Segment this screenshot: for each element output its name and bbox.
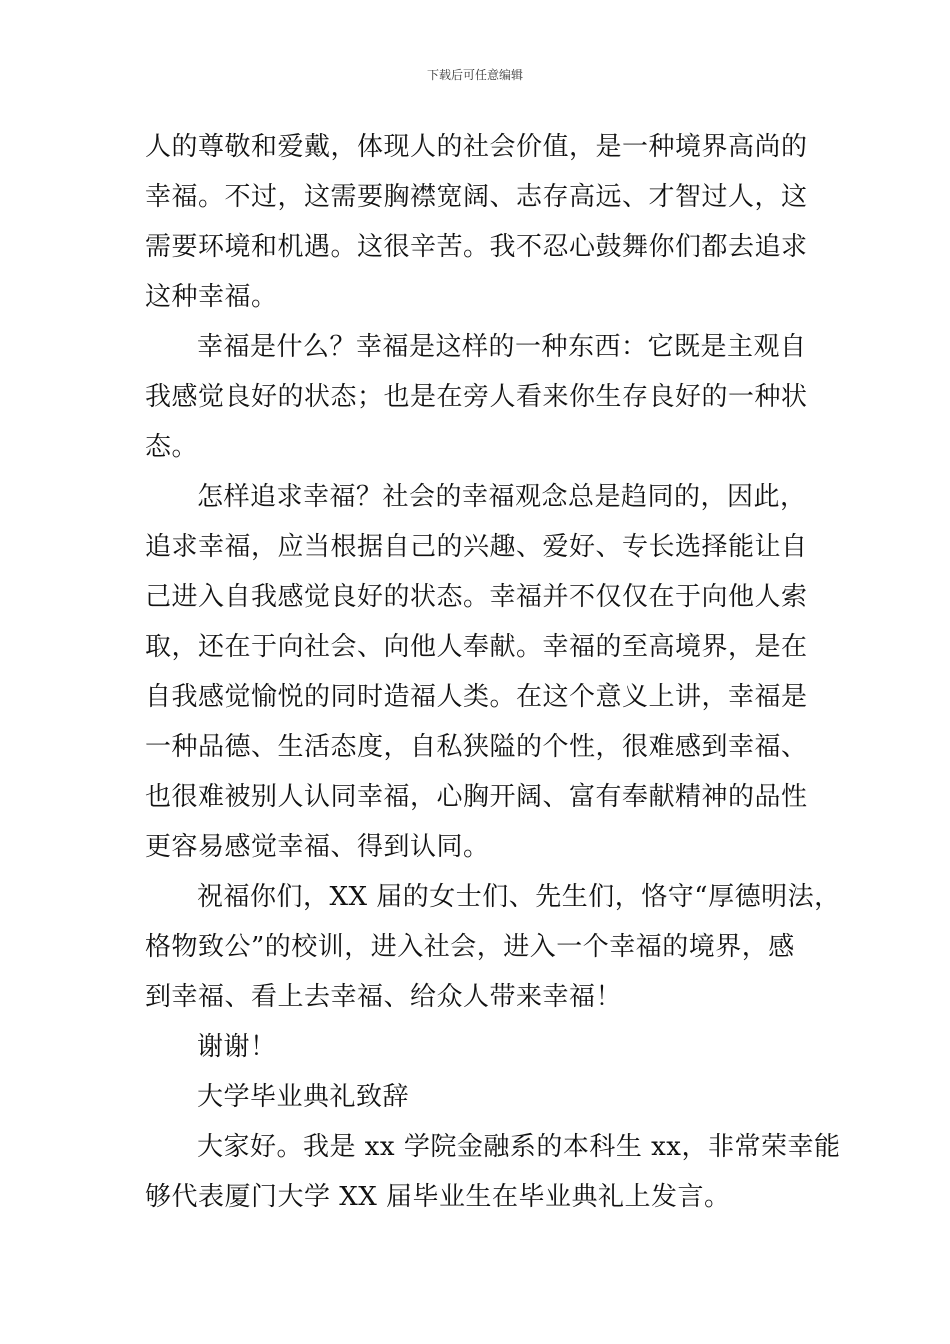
text-line: 格物致公”的校训，进入社会，进入一个幸福的境界，感 [145, 932, 795, 962]
text-line: 需要环境和机遇。这很辛苦。我不忍心鼓舞你们都去追求 [145, 232, 808, 262]
text-line: 取，还在于向社会、向他人奉献。幸福的至高境界，是在 [145, 632, 808, 662]
text-line: 幸福是什么？幸福是这样的一种东西：它既是主观自 [197, 332, 807, 362]
text-line: 追求幸福，应当根据自己的兴趣、爱好、专长选择能让自 [145, 532, 808, 562]
text-line: 大家好。我是 xx 学院金融系的本科生 xx，非常荣幸能 [197, 1132, 841, 1162]
page-header-note: 下载后可任意编辑 [426, 68, 523, 82]
text-line: 谢谢！ [197, 1032, 277, 1062]
text-line: 够代表厦门大学 XX 届毕业生在毕业典礼上发言。 [145, 1182, 731, 1212]
text-line: 自我感觉愉悦的同时造福人类。在这个意义上讲，幸福是 [145, 682, 808, 712]
text-line: 态。 [145, 432, 199, 462]
text-line: 己进入自我感觉良好的状态。幸福并不仅仅在于向他人索 [145, 582, 808, 612]
text-line: 也很难被别人认同幸福，心胸开阔、富有奉献精神的品性 [145, 782, 808, 812]
text-line: 更容易感觉幸福、得到认同。 [145, 832, 490, 862]
text-line: 我感觉良好的状态；也是在旁人看来你生存良好的一种状 [145, 382, 808, 412]
text-line: 幸福。不过，这需要胸襟宽阔、志存高远、才智过人，这 [145, 182, 808, 212]
text-line: 祝福你们，XX 届的女士们、先生们，恪守“厚德明法， [197, 882, 841, 912]
text-line: 人的尊敬和爱戴，体现人的社会价值，是一种境界高尚的 [145, 132, 808, 162]
text-line: 大学毕业典礼致辞 [197, 1082, 410, 1112]
document-body [145, 122, 841, 1222]
text-line: 一种品德、生活态度，自私狭隘的个性，很难感到幸福、 [145, 732, 808, 762]
text-line: 到幸福、看上去幸福、给众人带来幸福！ [145, 982, 623, 1012]
text-line: 怎样追求幸福？社会的幸福观念总是趋同的，因此， [197, 482, 807, 512]
text-line: 这种幸福。 [145, 282, 278, 312]
